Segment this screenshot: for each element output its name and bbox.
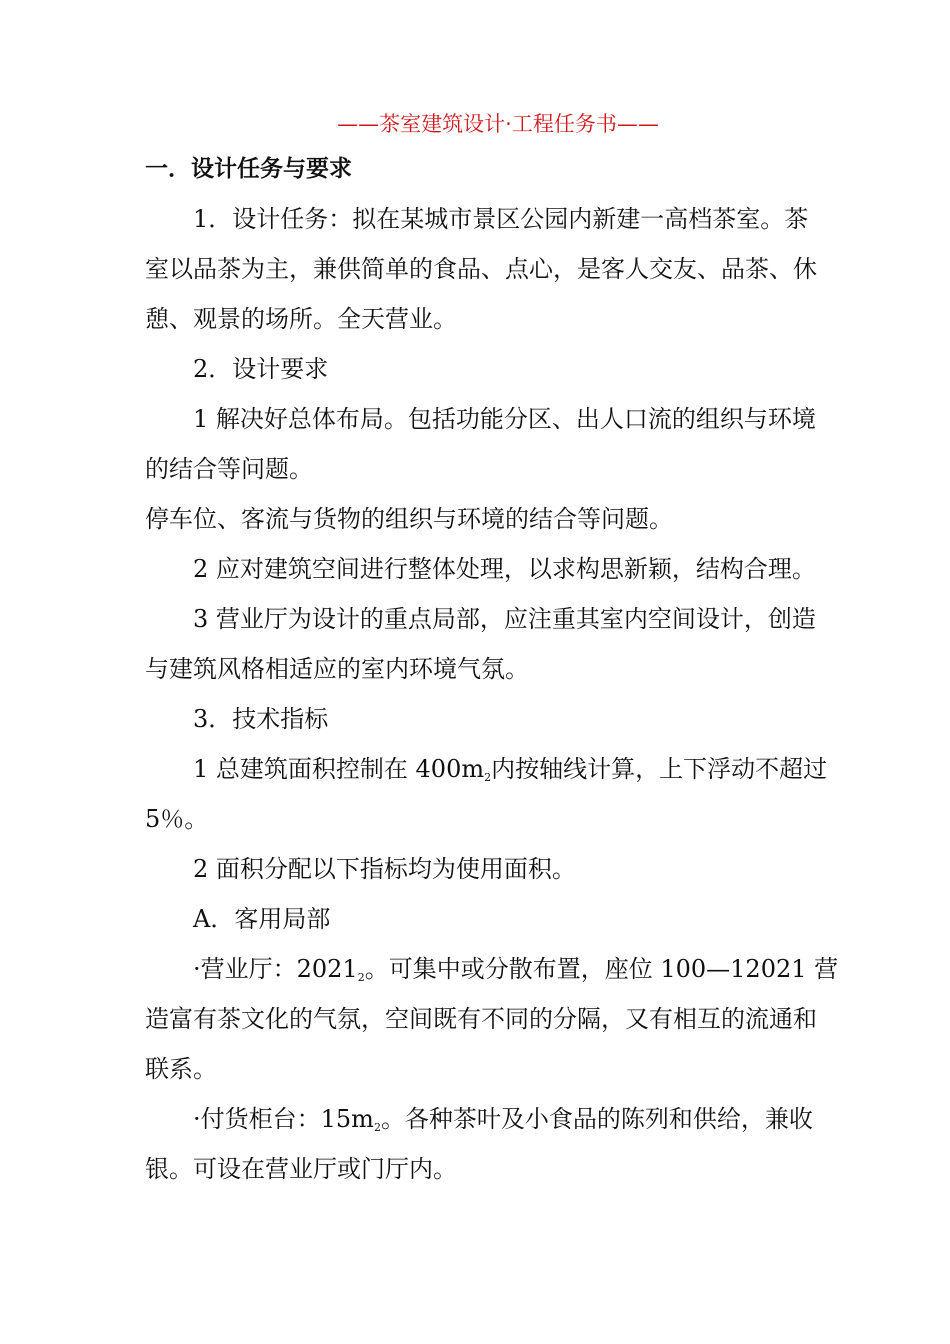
paragraph-line: 1．设计任务：拟在某城市景区公园内新建一高档茶室。茶 — [193, 205, 809, 233]
paragraph-line: 1 解决好总体布局。包括功能分区、出人口流的组织与环境 — [193, 405, 816, 433]
superscript-unit: 2 — [484, 771, 492, 784]
paragraph-line: 2 面积分配以下指标均为使用面积。 — [193, 855, 576, 883]
subsection-heading: 2．设计要求 — [193, 355, 329, 383]
text-run: 。各种茶叶及小食品的陈列和供给，兼收 — [380, 1105, 813, 1133]
subsection-heading: 3．技术指标 — [193, 705, 329, 733]
bullet-line — [193, 1104, 813, 1143]
paragraph-line: 室以品茶为主，兼供简单的食品、点心，是客人交友、品茶、休 — [145, 255, 817, 283]
text-run: ·营业厅：2021 — [193, 955, 358, 983]
superscript-unit: 2 — [373, 1121, 381, 1134]
paragraph-line: 5％。 — [145, 805, 209, 833]
paragraph-line: 停车位、客流与货物的组织与环境的结合等问题。 — [145, 505, 673, 533]
text-run: 内按轴线计算，上下浮动不超过 — [491, 755, 828, 783]
paragraph-line — [193, 754, 827, 793]
text-run: 。可集中或分散布置，座位 100—12021 营 — [364, 955, 839, 983]
paragraph-line: 2 应对建筑空间进行整体处理，以求构思新颖，结构合理。 — [193, 555, 816, 583]
paragraph-line: 造富有茶文化的气氛，空间既有不同的分隔，又有相互的流通和 — [145, 1005, 817, 1033]
paragraph-line: 的结合等问题。 — [145, 455, 313, 483]
paragraph-line: 联系。 — [145, 1055, 217, 1083]
paragraph-line: 3 营业厅为设计的重点局部，应注重其室内空间设计，创造 — [193, 605, 816, 633]
section-heading: 一．设计任务与要求 — [145, 156, 352, 182]
paragraph-line: 憩、观景的场所。全天营业。 — [145, 305, 457, 333]
text-run: ·付货柜台：15m — [193, 1105, 374, 1133]
document-title: ——茶室建筑设计·工程任务书—— — [337, 112, 659, 136]
subsection-heading: A．客用局部 — [193, 905, 331, 933]
paragraph-line: 银。可设在营业厅或门厅内。 — [145, 1155, 457, 1183]
paragraph-line: 与建筑风格相适应的室内环境气氛。 — [145, 655, 529, 683]
text-run: 1 总建筑面积控制在 400m — [193, 755, 485, 783]
bullet-line — [193, 954, 838, 993]
superscript-unit: 2 — [357, 971, 365, 984]
